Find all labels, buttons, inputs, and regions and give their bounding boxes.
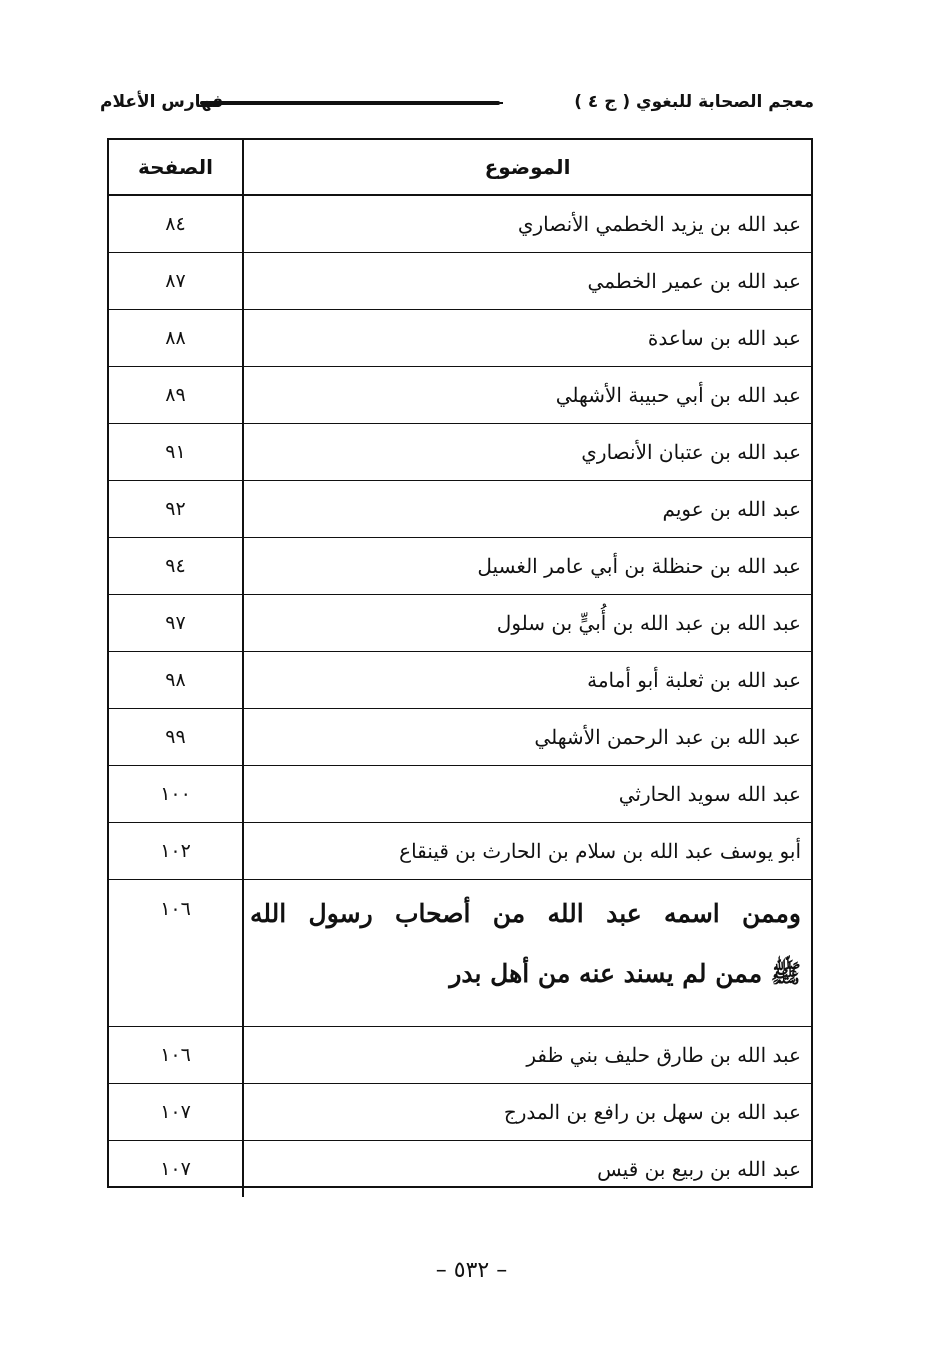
table-row xyxy=(109,595,811,652)
table-row xyxy=(109,1084,811,1141)
row-topic: عبد الله بن عبد الله بن أُبيٍّ بن سلول xyxy=(243,595,811,652)
row-topic: عبد الله بن ثعلبة أبو أمامة xyxy=(243,652,811,709)
row-page: ٩٩ xyxy=(109,709,243,766)
section-page: ١٠٦ xyxy=(109,880,243,1027)
table-row xyxy=(109,766,811,823)
row-page: ٨٤ xyxy=(109,195,243,253)
table-row xyxy=(109,538,811,595)
row-topic: أبو يوسف عبد الله بن سلام بن الحارث بن قينقاع xyxy=(243,823,811,880)
row-topic: عبد الله بن عمير الخطمي xyxy=(243,253,811,310)
row-topic: عبد الله بن سهل بن رافع بن المدرج xyxy=(243,1084,811,1141)
table-row xyxy=(109,253,811,310)
book-title: معجم الصحابة للبغوي ( ج ٤ ) xyxy=(574,92,814,112)
table-row xyxy=(109,481,811,538)
row-topic: عبد الله بن عويم xyxy=(243,481,811,538)
table-row xyxy=(109,195,811,253)
row-page: ١٠٠ xyxy=(109,766,243,823)
section-heading-line-1: وممن اسمه عبد الله من أصحاب رسول الله xyxy=(250,899,801,928)
table-row xyxy=(109,1027,811,1084)
row-page: ١٠٢ xyxy=(109,823,243,880)
row-page: ٩٧ xyxy=(109,595,243,652)
row-page: ١٠٦ xyxy=(109,1027,243,1084)
row-page: ٨٩ xyxy=(109,367,243,424)
table-row xyxy=(109,709,811,766)
index-table-frame xyxy=(107,138,813,1188)
row-topic: عبد الله بن أبي حبيبة الأشهلي xyxy=(243,367,811,424)
row-page: ١٠٧ xyxy=(109,1141,243,1198)
table-row xyxy=(109,652,811,709)
row-topic: عبد الله بن طارق حليف بني ظفر xyxy=(243,1027,811,1084)
table-row xyxy=(109,367,811,424)
row-page: ٨٨ xyxy=(109,310,243,367)
page-header xyxy=(100,86,814,126)
row-page: ٨٧ xyxy=(109,253,243,310)
section-heading-row xyxy=(109,880,811,1027)
row-page: ٩٢ xyxy=(109,481,243,538)
table-row xyxy=(109,823,811,880)
row-page: ٩٤ xyxy=(109,538,243,595)
index-table xyxy=(109,140,811,1197)
row-topic: عبد الله بن ربيع بن قيس xyxy=(243,1141,811,1198)
row-topic: عبد الله بن يزيد الخطمي الأنصاري xyxy=(243,195,811,253)
section-heading-line-2: ﷺ ممن لم يسند عنه من أهل بدر xyxy=(449,959,801,988)
row-topic: عبد الله بن عتبان الأنصاري xyxy=(243,424,811,481)
row-topic: عبد الله سويد الحارثي xyxy=(243,766,811,823)
column-header-topic: الموضوع xyxy=(243,140,811,195)
row-topic: عبد الله بن ساعدة xyxy=(243,310,811,367)
row-topic: عبد الله بن عبد الرحمن الأشهلي xyxy=(243,709,811,766)
row-topic: عبد الله بن حنظلة بن أبي عامر الغسيل xyxy=(243,538,811,595)
index-title: فهارس الأعلام xyxy=(100,92,224,112)
page-number: – ٥٣٢ – xyxy=(435,1258,508,1283)
row-page: ١٠٧ xyxy=(109,1084,243,1141)
row-page: ٩٨ xyxy=(109,652,243,709)
table-row xyxy=(109,1141,811,1198)
section-heading xyxy=(243,880,811,1027)
table-row xyxy=(109,424,811,481)
table-row xyxy=(109,310,811,367)
row-page: ٩١ xyxy=(109,424,243,481)
header-rule xyxy=(200,101,500,105)
column-header-page: الصفحة xyxy=(109,140,243,195)
table-header-row xyxy=(109,140,811,195)
